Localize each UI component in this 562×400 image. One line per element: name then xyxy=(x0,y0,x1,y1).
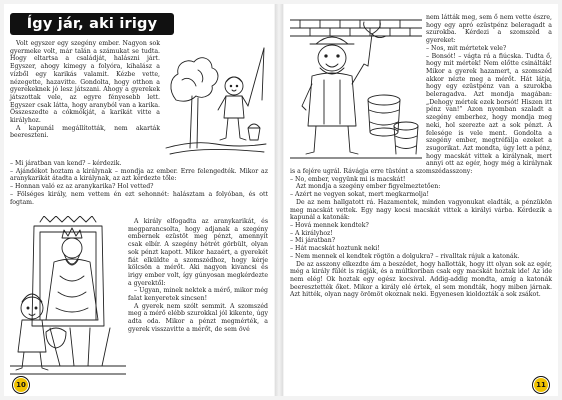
paragraph: Volt egyszer egy szegény ember. Nagyon sok gyermeke volt, már talán a számukat se tudta. Hogy eltartsa a családját, halászni járt. Egyszer, ahogy kimegy a folyóra, kihalász a vízből egy karikás valamit. Kézbe vette, nézegette, hazavitte. Gondolta, hogy otthon a gyerekeknek jó lesz játszani. Ahogy a gyerekek játszottak vele, az egyre fényesebb lett. Egyszer csak látta, hogy aranyból van a karika. Összeszedte a cókmókját, a karikát vitte a királyhoz. xyxy=(10,40,160,125)
paragraph: De az nem hallgatott rá. Hazamentek, minden vagyonukat eladták, a pénzükön meg macskát vettek. Egy nagy kocsi macskát vittek a királyi várba. Kérdezik a kapunál a katonák: xyxy=(290,198,552,222)
paragraph: A gyerek nem szólt semmit. A szomszéd meg a mérő elébb szurokkal jól kikente, úgy adta oda. Mikor a pénzt megmérték, a gyerek visszavitte a mérőt, de sem övé xyxy=(128,302,268,333)
left-top-text xyxy=(10,40,160,140)
right-text xyxy=(290,14,552,299)
left-bottom-text xyxy=(128,218,268,334)
paragraph: A király elfogadta az aranykarikát, és megparancsolta, hogy adjanak a szegény embernek ezüstöt meg pénzt, amennyit csak elbír. A szegény hétrét görbült, olyan sok pénzt kapott. Mikor hazaért, a gyerekét fiát elküldte a szomszédhoz, hogy kérje kölcsön a mérőt. Aki nagyon kivancsi és irigy ember volt, így gúnyosan megkérdezte a gyerektől: xyxy=(128,218,268,287)
dialogue-line: – Mi járatban van kend? – kérdezik. xyxy=(10,160,122,167)
paragraph: – No, ember, vegyünk mi is macskát! xyxy=(290,175,406,183)
dialogue-line: – Ajándékot hoztam a királynak – mondja az ember. Erre felengedték. Mikor az aranykarikát átadta a királynak, az azt kérdezte tőle: xyxy=(10,167,268,183)
paragraph: Azt mondja a szegény ember figyelmeztetően: xyxy=(296,183,441,191)
dialogue-line: – Honnan való ez az aranykarika? Hol vetted? xyxy=(10,183,154,191)
paragraph: – Mi járatban? xyxy=(290,237,336,245)
page-number-right: 11 xyxy=(534,378,548,392)
book-gutter xyxy=(275,4,283,396)
left-middle-text xyxy=(10,160,268,206)
paragraph: – Hát macskát hoztunk neki! xyxy=(290,245,380,253)
page-title: Így jár, aki irigy xyxy=(10,13,174,35)
paragraph: – Ugyan, minek nektek a mérő, mikor még falat kenyeretek sincsen! xyxy=(128,287,268,303)
paragraph: – Nem mennek el kendtek rögtön a dolgukra? – rivalltak rájuk a katonák. xyxy=(290,252,520,260)
paragraph: – Azért ne vegyen sokat, mert megkarmolja! xyxy=(290,191,429,199)
paragraph: – Hová mennek kendtek? xyxy=(290,221,369,229)
paragraph: A kapunál megállították, nem akarták beereszteni. xyxy=(10,124,160,140)
paragraph: – A királyhoz! xyxy=(290,229,333,237)
paragraph: De az asszony elkezdte ám a beszédet, hogy hallották, hogy itt olyan sok az egér, még a király fülét is rágják, és a múltkoriban csak egy macskát hoztak ide! Az ide nem elég! Ok hoztak egy egész kocsival. Addig-addig mondta, amíg a katonák beeresztették őket. Mikor a király elé értek, el sem mondták, hogy miben járnak. Azt hitték, olyan nagy örömöt okoznak neki. Egyenesen kioldozták a sok zsákot. xyxy=(290,260,552,299)
boy-fishing-illustration xyxy=(164,40,269,158)
paragraph: – Bonsót! – vágta rá a fiúcska. Tudta ő, hogy mit mértek! Nem előtte csinálták! Mikor a gyerek hazamert, a szomszéd akkor nézte meg a mérőt. Hát látja, hogy egy ezüstpénz van a szurokba beleragadva. Azt mondja magában: „Dehogy mértek ezek borsót! Hiszen itt pénz van!” Azon nyomban szaladt a szegény emberhez, hogy mondja meg neki, hol szerezte azt a sok pénzt. A felesége is vele ment. Gondolta a szegény ember, megtréfálja ezeket a zsugorikat. Azt mondta, úgy lett a pénz, hogy macskát vittek a királynak, mert annyi ott az egér, hogy még a királynak is a fejére ugrál. Rávágja erre tüstént a szomszédasszony: xyxy=(290,52,552,176)
right-page xyxy=(284,4,558,396)
king-and-boy-illustration xyxy=(10,216,126,376)
page-number-left: 10 xyxy=(14,378,28,392)
paragraph: – Nos, mit mértetek vele? xyxy=(426,44,507,52)
right-text-wrap-spacer xyxy=(290,14,426,168)
left-page xyxy=(4,4,274,396)
paragraph: nem látták meg, sem ő nem vette észre, hogy egy apró ezüstpénz beleragadt a szurokba. Kérdezi a szomszéd a gyereket: xyxy=(426,14,552,45)
dialogue-line: – Fölséges király, nem vettem én ezt sehonnét: halásztam a folyóban, és ott fogtam. xyxy=(10,190,268,206)
